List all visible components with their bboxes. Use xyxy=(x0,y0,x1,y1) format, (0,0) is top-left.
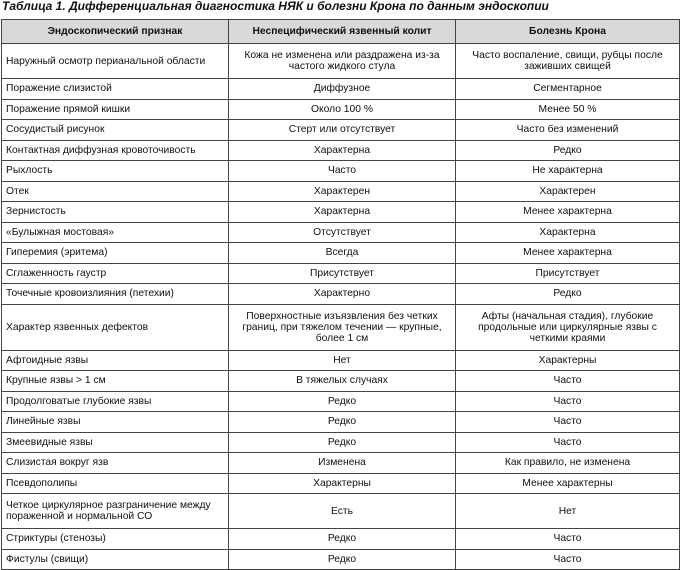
sign-cell: Гиперемия (эритема) xyxy=(2,243,229,264)
colitis-cell: Нет xyxy=(229,350,456,371)
colitis-cell: Диффузное xyxy=(229,79,456,100)
sign-cell: Стриктуры (стенозы) xyxy=(2,529,229,550)
table-body xyxy=(2,44,680,570)
sign-cell: Точечные кровоизлияния (петехии) xyxy=(2,284,229,305)
table-row xyxy=(2,304,680,350)
colitis-cell: Редко xyxy=(229,391,456,412)
table-row xyxy=(2,161,680,182)
colitis-cell: Кожа не изменена или раздражена из-за частого жидкого стула xyxy=(229,44,456,79)
table-row xyxy=(2,120,680,141)
table-row xyxy=(2,263,680,284)
table-row xyxy=(2,99,680,120)
crohn-cell: Как правило, не изменена xyxy=(456,453,680,474)
colitis-cell: В тяжелых случаях xyxy=(229,371,456,392)
crohn-cell: Менее характерна xyxy=(456,202,680,223)
sign-cell: Линейные язвы xyxy=(2,412,229,433)
crohn-cell: Менее характерна xyxy=(456,243,680,264)
table-row xyxy=(2,243,680,264)
colitis-cell: Отсутствует xyxy=(229,222,456,243)
colitis-cell: Характерно xyxy=(229,284,456,305)
header-endoscopic-sign: Эндоскопический признак xyxy=(2,20,229,44)
sign-cell: Сглаженность гаустр xyxy=(2,263,229,284)
crohn-cell: Часто без изменений xyxy=(456,120,680,141)
sign-cell: Фистулы (свищи) xyxy=(2,549,229,570)
colitis-cell: Характерна xyxy=(229,140,456,161)
crohn-cell: Часто воспаление, свищи, рубцы после заживших свищей xyxy=(456,44,680,79)
sign-cell: Отек xyxy=(2,181,229,202)
sign-cell: Рыхлость xyxy=(2,161,229,182)
sign-cell: Афтоидные язвы xyxy=(2,350,229,371)
colitis-cell: Редко xyxy=(229,412,456,433)
colitis-cell: Всегда xyxy=(229,243,456,264)
table-row xyxy=(2,529,680,550)
header-crohns-disease: Болезнь Крона xyxy=(456,20,680,44)
sign-cell: Крупные язвы > 1 см xyxy=(2,371,229,392)
crohn-cell: Часто xyxy=(456,529,680,550)
colitis-cell: Характерны xyxy=(229,473,456,494)
table-row xyxy=(2,453,680,474)
table-row xyxy=(2,494,680,529)
colitis-cell: Редко xyxy=(229,432,456,453)
colitis-cell: Есть xyxy=(229,494,456,529)
colitis-cell: Часто xyxy=(229,161,456,182)
sign-cell: Продолговатые глубокие язвы xyxy=(2,391,229,412)
table-row xyxy=(2,412,680,433)
sign-cell: Сосудистый рисунок xyxy=(2,120,229,141)
crohn-cell: Сегментарное xyxy=(456,79,680,100)
crohn-cell: Часто xyxy=(456,371,680,392)
crohn-cell: Нет xyxy=(456,494,680,529)
table-row xyxy=(2,222,680,243)
crohn-cell: Менее характерны xyxy=(456,473,680,494)
sign-cell: Четкое циркулярное разграничение между пораженной и нормальной СО xyxy=(2,494,229,529)
crohn-cell: Не характерна xyxy=(456,161,680,182)
table-caption: Таблица 1. Дифференциальная диагностика НЯК и болезни Крона по данным эндоскопии xyxy=(2,0,549,13)
sign-cell: Наружный осмотр перианальной области xyxy=(2,44,229,79)
table-row xyxy=(2,202,680,223)
header-ulcerative-colitis: Неспецифический язвенный колит xyxy=(229,20,456,44)
sign-cell: «Булыжная мостовая» xyxy=(2,222,229,243)
sign-cell: Псевдополипы xyxy=(2,473,229,494)
crohn-cell: Афты (начальная стадия), глубокие продольные или циркулярные язвы с четкими краями xyxy=(456,304,680,350)
crohn-cell: Часто xyxy=(456,391,680,412)
crohn-cell: Характерны xyxy=(456,350,680,371)
colitis-cell: Характерна xyxy=(229,202,456,223)
crohn-cell: Менее 50 % xyxy=(456,99,680,120)
crohn-cell: Часто xyxy=(456,549,680,570)
sign-cell: Зернистость xyxy=(2,202,229,223)
crohn-cell: Характерна xyxy=(456,222,680,243)
crohn-cell: Часто xyxy=(456,432,680,453)
table-row xyxy=(2,371,680,392)
table-row xyxy=(2,140,680,161)
table-row xyxy=(2,549,680,570)
table-row xyxy=(2,44,680,79)
colitis-cell: Около 100 % xyxy=(229,99,456,120)
colitis-cell: Редко xyxy=(229,549,456,570)
table-row xyxy=(2,181,680,202)
crohn-cell: Присутствует xyxy=(456,263,680,284)
colitis-cell: Редко xyxy=(229,529,456,550)
colitis-cell: Изменена xyxy=(229,453,456,474)
colitis-cell: Присутствует xyxy=(229,263,456,284)
colitis-cell: Поверхностные изъязвления без четких границ, при тяжелом течении — крупные, более 1 см xyxy=(229,304,456,350)
sign-cell: Поражение прямой кишки xyxy=(2,99,229,120)
sign-cell: Контактная диффузная кровоточивость xyxy=(2,140,229,161)
colitis-cell: Стерт или отсутствует xyxy=(229,120,456,141)
crohn-cell: Часто xyxy=(456,412,680,433)
table-row xyxy=(2,350,680,371)
differential-diagnosis-table xyxy=(1,19,680,570)
sign-cell: Слизистая вокруг язв xyxy=(2,453,229,474)
crohn-cell: Редко xyxy=(456,284,680,305)
table-row xyxy=(2,391,680,412)
table-row xyxy=(2,284,680,305)
sign-cell: Характер язвенных дефектов xyxy=(2,304,229,350)
sign-cell: Змеевидные язвы xyxy=(2,432,229,453)
crohn-cell: Редко xyxy=(456,140,680,161)
table-row xyxy=(2,473,680,494)
table-header-row xyxy=(2,20,680,44)
table-row xyxy=(2,432,680,453)
crohn-cell: Характерен xyxy=(456,181,680,202)
sign-cell: Поражение слизистой xyxy=(2,79,229,100)
colitis-cell: Характерен xyxy=(229,181,456,202)
table-row xyxy=(2,79,680,100)
